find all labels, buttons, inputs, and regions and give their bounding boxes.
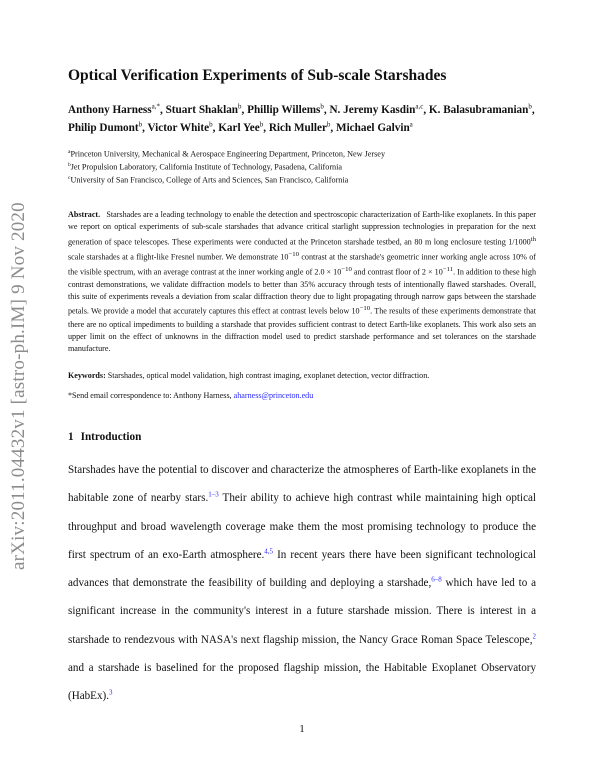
affiliation-text: Jet Propulsion Laboratory, California Institute of Technology, Pasadena, California bbox=[70, 162, 343, 172]
author bbox=[429, 104, 535, 116]
citation-link[interactable]: 2 bbox=[532, 632, 536, 641]
citation-link[interactable]: 6–8 bbox=[431, 575, 442, 584]
page-number: 1 bbox=[299, 723, 305, 735]
citation-link[interactable]: 3 bbox=[108, 688, 113, 697]
author-name: Stuart Shaklan bbox=[165, 103, 239, 116]
abstract-text: Starshades are a leading technology to enable the detection and spectroscopic characterization of Earth-like exoplanets. In this paper we report on optical experiments of sub-scale starshades that advance critical starlight suppression technologies in preparation for the next generation of space telescopes. These experiments were conducted at the Princeton starshade testbed, an 80 m long enclosure testing 1/1000 bbox=[68, 210, 536, 247]
abstract-text: scale starshades at a flight-like Fresnel number. We demonstrate 10 bbox=[68, 252, 289, 262]
abstract-label: Abstract. bbox=[68, 210, 101, 219]
intro-text: Their ability to achieve high contrast while maintaining high optical throughput and broad wavelength coverage make them the most promising technology to produce the first spectrum of an exo-Earth atmosphere. bbox=[68, 492, 536, 561]
author bbox=[68, 122, 147, 134]
section-number: 1 bbox=[68, 431, 74, 443]
abstract-sup: −10 bbox=[288, 250, 299, 258]
author-separator: , bbox=[159, 103, 166, 116]
author bbox=[68, 104, 166, 116]
author-affil-mark: b bbox=[326, 120, 331, 129]
author-name: N. Jeremy Kasdin bbox=[329, 103, 416, 116]
author bbox=[269, 122, 336, 134]
paper-title: Optical Verification Experiments of Sub-scale Starshades bbox=[68, 67, 447, 84]
abstract-text: . The results of these experiments demonstrate that there are no optical impediments to building a starshade that provides sufficient contrast to detect Earth-like exoplanets. This work also sets an upper limit on the effect of unknowns in the diffraction model used to predict starshade performance and set tolerances on the starshade manufacture. bbox=[68, 307, 536, 354]
keywords bbox=[68, 370, 536, 382]
intro-text: Starshades have the potential to discover and characterize the atmospheres of Earth-like exoplanets in the habitable zone of nearby stars. bbox=[68, 464, 536, 505]
correspondence-text: *Send email correspondence to: Anthony Harness, bbox=[68, 391, 234, 400]
abstract-text: and contrast floor of 2 × 10 bbox=[351, 267, 443, 277]
affiliation bbox=[68, 160, 536, 173]
author bbox=[247, 104, 329, 116]
author-name: Michael Galvin bbox=[336, 122, 410, 135]
affiliation-list bbox=[68, 147, 536, 187]
author-separator: , bbox=[531, 103, 535, 116]
author-separator: , bbox=[212, 122, 219, 135]
author-affil-mark: a,* bbox=[151, 102, 160, 110]
abstract-text: . In addition to these high contrast demonstrations, we validate diffraction models to better than 35% accuracy through tests of intentionally flawed starshades. Overall, this suite of experiments reveals a deviation from scalar diffraction theory due to light propagating through narrow gaps between the starshade petals. We provide a model that accurately captures this effect at contrast levels below 10 bbox=[68, 267, 536, 317]
author-separator: , bbox=[330, 122, 337, 135]
section-title: Introduction bbox=[80, 431, 142, 443]
author-affil-mark: b bbox=[138, 120, 143, 129]
author-separator: , bbox=[423, 103, 429, 116]
affiliation-mark: c bbox=[68, 175, 71, 182]
author-separator: , bbox=[323, 103, 330, 116]
author-name: Karl Yee bbox=[218, 122, 260, 135]
arxiv-stamp: arXiv:2011.04432v1 [astro-ph.IM] 9 Nov 2020 bbox=[8, 202, 29, 570]
abstract-sup: th bbox=[530, 235, 536, 243]
affiliation-mark: b bbox=[68, 162, 71, 169]
author-affil-mark: b bbox=[259, 120, 264, 129]
author-separator: , bbox=[263, 122, 269, 135]
abstract-sup: −10 bbox=[341, 265, 352, 273]
affiliation bbox=[68, 173, 536, 186]
affiliation-mark: a bbox=[68, 149, 71, 155]
author-separator: , bbox=[241, 103, 248, 116]
email-link[interactable]: aharness@princeton.edu bbox=[233, 391, 314, 400]
author bbox=[218, 122, 269, 134]
affiliation bbox=[68, 147, 536, 160]
author-name: Anthony Harness bbox=[68, 103, 152, 116]
intro-text: and a starshade is baselined for the proposed flagship mission, the Habitable Exoplanet Observatory (HabEx). bbox=[68, 662, 536, 703]
intro-paragraph bbox=[68, 456, 536, 711]
abstract-sup: −10 bbox=[359, 305, 371, 313]
author-affil-mark: a bbox=[409, 120, 413, 129]
keywords-text: Starshades, optical model validation, high contrast imaging, exoplanet detection, vector diffraction. bbox=[107, 371, 430, 380]
author bbox=[329, 104, 428, 116]
abstract-sup: −11 bbox=[442, 265, 454, 273]
author-name: Phillip Willems bbox=[247, 103, 321, 116]
author bbox=[336, 122, 413, 134]
author-name: K. Balasubramanian bbox=[428, 103, 529, 116]
author-name: Philip Dumont bbox=[68, 122, 139, 135]
author-name: Victor White bbox=[147, 122, 210, 135]
author bbox=[166, 104, 248, 116]
author-affil-mark: a,c bbox=[415, 102, 424, 110]
citation-link[interactable]: 4,5 bbox=[264, 547, 274, 556]
abstract bbox=[68, 209, 536, 356]
author-list bbox=[68, 99, 536, 136]
author-name: Rich Muller bbox=[268, 122, 327, 135]
correspondence-note bbox=[68, 390, 536, 402]
author-affil-mark: b bbox=[238, 102, 242, 110]
author-separator: , bbox=[142, 122, 148, 135]
author-affil-mark: b bbox=[320, 102, 324, 110]
affiliation-text: Princeton University, Mechanical & Aerospace Engineering Department, Princeton, New Jersey bbox=[70, 149, 386, 159]
section-heading bbox=[68, 429, 536, 445]
abstract-text: contrast at the starshade's geometric inner working angle across 10% of the visible spectrum, with an average contrast at the inner working angle of 2.0 × 10 bbox=[68, 252, 536, 277]
author bbox=[147, 122, 218, 134]
affiliation-text: University of San Francisco, College of Arts and Sciences, San Francisco, California bbox=[70, 176, 349, 186]
keywords-label: Keywords: bbox=[68, 371, 106, 380]
author-affil-mark: b bbox=[209, 120, 213, 129]
author-affil-mark: b bbox=[528, 102, 532, 110]
intro-text: In recent years there have been significant technological advances that demonstrate the feasibility of building and deploying a starshade, bbox=[68, 548, 536, 590]
citation-link[interactable]: 1–3 bbox=[208, 490, 219, 499]
intro-text: which have led to a significant increase in the community's interest in a future starshade mission. There is interest in a starshade to rendezvous with NASA's next flagship mission, the Nancy Grace Roman Space Telescope, bbox=[68, 577, 537, 646]
